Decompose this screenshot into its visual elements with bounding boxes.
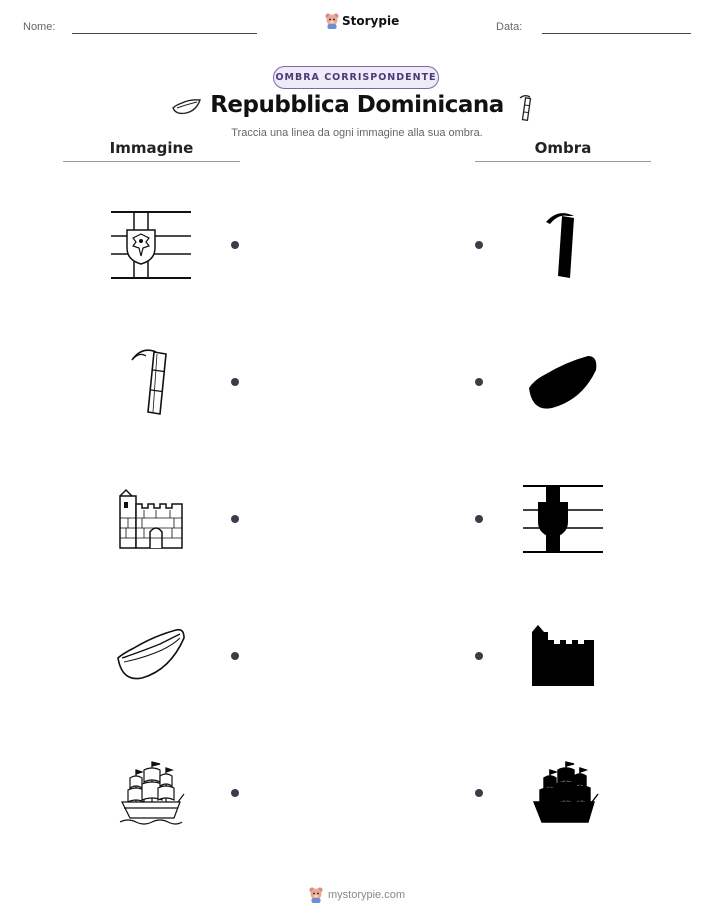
- right-dot-4[interactable]: [475, 652, 483, 660]
- right-dot-3[interactable]: [475, 515, 483, 523]
- instructions: Traccia una linea da ogni immagine alla sua ombra.: [231, 127, 483, 139]
- date-label: Data:: [496, 21, 523, 33]
- bear-logo-icon: [309, 887, 323, 903]
- brand-name: Storypie: [342, 14, 400, 28]
- galleon-shadow-icon: [530, 758, 600, 828]
- canoe-icon: [114, 624, 188, 684]
- sugarcane-icon: [126, 344, 172, 418]
- left-column-title: Immagine: [109, 139, 194, 157]
- right-column-rule: [475, 161, 651, 162]
- activity-badge: OMBRA CORRISPONDENTE: [273, 66, 439, 89]
- bear-logo-icon: [325, 13, 339, 29]
- canoe-decor-icon: [170, 95, 202, 117]
- canoe-shadow-icon: [526, 352, 600, 412]
- footer-url[interactable]: mystorypie.com: [327, 889, 406, 901]
- left-dot-3[interactable]: [231, 515, 239, 523]
- left-dot-4[interactable]: [231, 652, 239, 660]
- left-dot-1[interactable]: [231, 241, 239, 249]
- flag-icon: [108, 208, 194, 282]
- page-title: Repubblica Dominicana: [210, 92, 504, 118]
- right-dot-5[interactable]: [475, 789, 483, 797]
- left-column-rule: [63, 161, 240, 162]
- brand-logo: [325, 13, 399, 29]
- fortress-shadow-icon: [528, 622, 598, 688]
- name-label: Nome:: [23, 21, 56, 33]
- left-dot-2[interactable]: [231, 378, 239, 386]
- date-line[interactable]: [542, 33, 691, 34]
- fortress-icon: [116, 486, 186, 552]
- right-dot-2[interactable]: [475, 378, 483, 386]
- left-dot-5[interactable]: [231, 789, 239, 797]
- sugarcane-shadow-icon: [540, 208, 586, 282]
- right-dot-1[interactable]: [475, 241, 483, 249]
- galleon-icon: [116, 758, 186, 828]
- name-line[interactable]: [72, 33, 257, 34]
- right-column-title: Ombra: [534, 139, 592, 157]
- footer: [0, 887, 714, 903]
- flag-shadow-icon: [520, 482, 606, 556]
- sugarcane-decor-icon: [516, 93, 536, 121]
